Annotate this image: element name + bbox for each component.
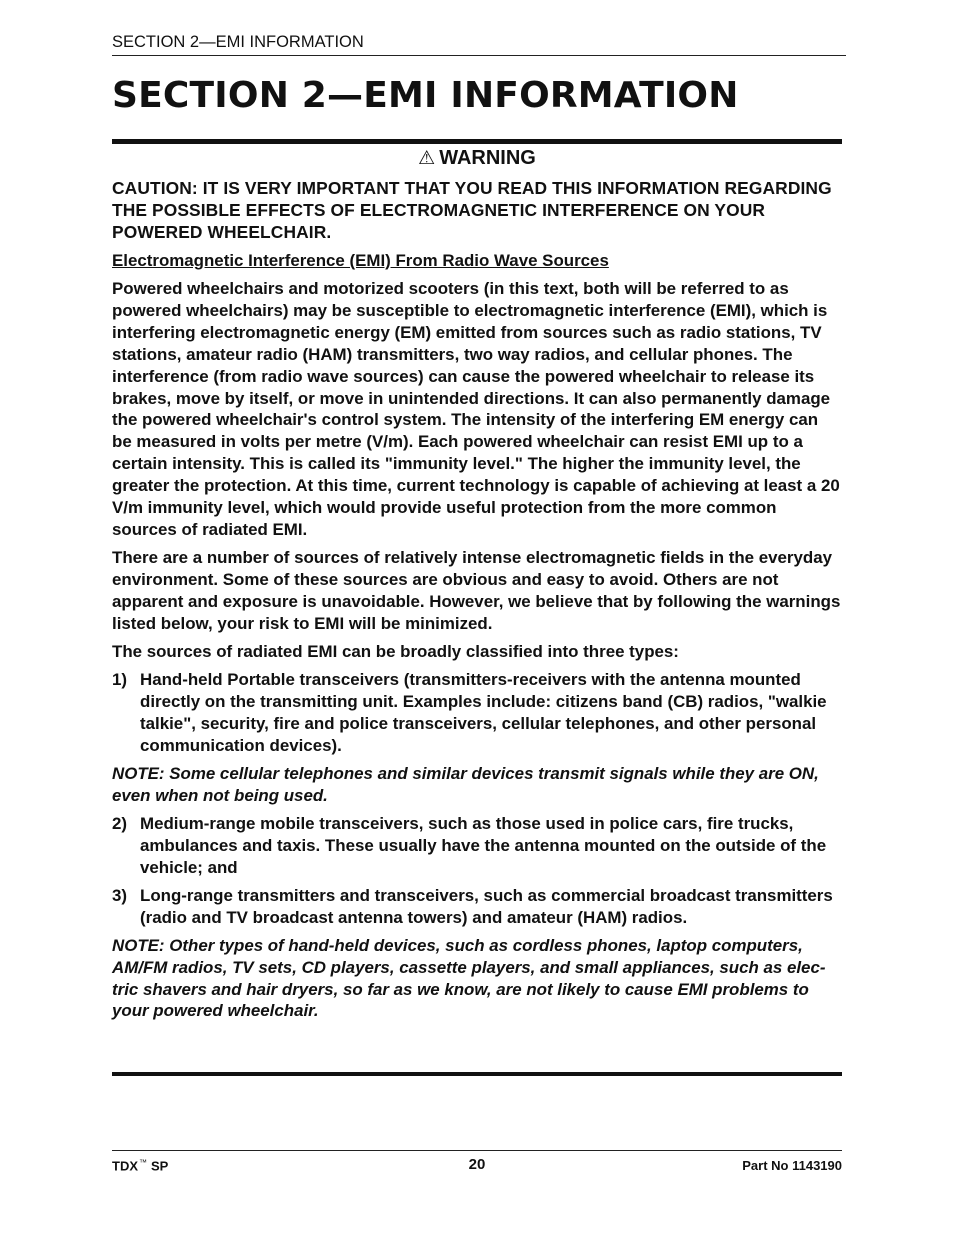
list-number: 3) [112,885,128,905]
list-number: 1) [112,669,128,689]
warning-top-rule [112,139,842,144]
list-item [112,885,842,929]
paragraph-classification: The sources of radiated EMI can be broadly classified into three types: [112,641,679,661]
caution-text: CAUTION: IT IS VERY IMPORTANT THAT YOU READ THIS INFORMATION REGARDING THE POSSIBLE EFFECTS OF ELECTROMAGNETIC INTERFERENCE ON YOUR POWERED WHEELCHAIR. [112,178,832,242]
footer-divider [112,1150,842,1151]
section-title: SECTION 2—EMI INFORMATION [112,75,739,116]
part-number: Part No 1143190 [742,1158,842,1173]
header-divider [112,55,846,56]
paragraph-emi-intro: Powered wheelchairs and motorized scooters (in this text, both will be referred to as powered wheelchairs) may be susceptible to electromagnetic interference (EMI), which is interfering electromagnetic energy (EM) emitted from sources such as radio stations, TV stations, amateur radio (HAM) transmitters, two way radios, and cellular phones. The interference (from radio wave sources) can cause the powered wheelchair to release its brakes, move by itself, or move in unintended directions. It can also permanently damage the powered wheelchair's control system. The intensity of the interfering EM energy can be measured in volts per metre (V/m). Each powered wheelchair can resist EMI up to a certain intensity. This is called its "immunity level." The higher the immunity level, the greater the protection. At this time, current technology is capable of achieving at least a 20 V/m immunity level, which would provide useful protection from the more common sources of radiated EMI. [112,279,840,539]
list-item [112,669,842,757]
running-header: SECTION 2—EMI INFORMATION [112,33,364,51]
list-number: 2) [112,813,128,833]
emi-subheading: Electromagnetic Interference (EMI) From Radio Wave Sources [112,250,609,270]
list-text: Long-range transmitters and transceivers, such as commercial broadcast transmitters (radio and TV broadcast antenna towers) and amateur (HAM) radios. [140,885,833,927]
warning-triangle-icon: ⚠ [418,148,436,169]
warning-bottom-rule [112,1072,842,1076]
list-text: Hand-held Portable transceivers (transmitters-receivers with the antenna mounted directly on the transmitting unit. Examples include: citizens band (CB) radios, "walkie talkie", security, fire and police transceivers, cellular telephones, and other personal communication devices). [140,669,827,755]
warning-heading [112,146,842,171]
warning-label: WARNING [439,147,536,169]
warning-body [112,178,842,1029]
document-page [112,0,842,1235]
product-model: SP [151,1158,169,1174]
note-other-devices: NOTE: Other types of hand-held devices, such as cordless phones, laptop computers, AM/FM radios, TV sets, CD players, cassette players, and small appliances, such as elec-tric shavers and hair dryers, so far as we know, are not likely to cause EMI problems to your powered wheelchair. [112,935,826,1021]
trademark-symbol: ™ [139,1158,147,1167]
list-item [112,813,842,879]
list-text: Medium-range mobile transceivers, such as those used in police cars, fire trucks, ambulances and taxis. These usually have the antenna mounted on the outside of the vehicle; and [140,813,827,877]
paragraph-sources: There are a number of sources of relatively intense electromagnetic fields in the everyday environment. Some of these sources are obvious and easy to avoid. Others are not apparent and exposure is unavoidable. However, we believe that by following the warnings listed below, your risk to EMI will be minimized. [112,548,841,633]
page-number: 20 [468,1156,486,1173]
note-cellular: NOTE: Some cellular telephones and similar devices transmit signals while they are ON, even when not being used. [112,763,819,805]
product-name: TDX [112,1158,138,1174]
